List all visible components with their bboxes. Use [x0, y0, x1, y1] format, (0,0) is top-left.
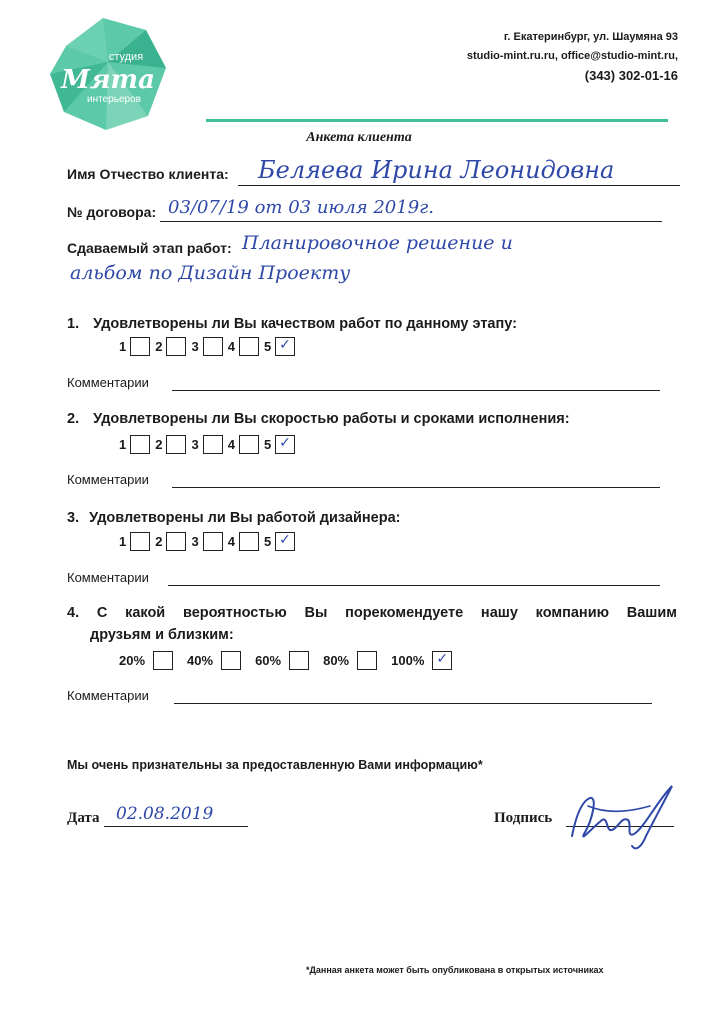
logo-top-text: студия — [108, 51, 144, 63]
rating-box-3[interactable] — [203, 337, 223, 356]
question-text: Удовлетворены ли Вы качеством работ по данному этапу: — [93, 316, 517, 332]
rating-number: 1 — [119, 339, 127, 354]
rating-number: 3 — [191, 534, 199, 549]
rating-number: 1 — [119, 437, 127, 452]
check-mark-icon: ✓ — [436, 651, 449, 667]
percent-box-20[interactable] — [153, 651, 173, 670]
question-number: 4. — [67, 605, 80, 621]
comment-label-2: Комментарии — [67, 472, 149, 487]
logo-word: Мята — [61, 65, 155, 95]
rating-box-1[interactable] — [130, 532, 150, 551]
percent-label: 80% — [323, 653, 350, 668]
comment-label-3: Комментарии — [67, 570, 149, 585]
rating-box-4[interactable] — [239, 337, 259, 356]
comment-line-1[interactable] — [172, 390, 660, 391]
logo-bottom-text: интерьеров — [87, 94, 141, 105]
thanks-text: Мы очень признательны за предоставленную Вами информацию* — [67, 758, 483, 772]
rating-number: 4 — [227, 339, 235, 354]
rating-number: 3 — [191, 437, 199, 452]
contract-line — [160, 221, 662, 222]
rating-box-5[interactable] — [275, 337, 295, 356]
question-1 — [67, 316, 517, 332]
question-4-line2: друзьям и близким: — [90, 627, 234, 643]
client-name-line — [238, 185, 680, 186]
question-4-line1 — [67, 605, 677, 621]
stage-value-line1[interactable]: Планировочное решение и — [242, 232, 513, 254]
percent-label: 60% — [255, 653, 282, 668]
check-mark-icon: ✓ — [279, 337, 291, 353]
question-text: Удовлетворены ли Вы работой дизайнера: — [89, 510, 401, 526]
header-divider — [206, 119, 668, 122]
contract-label: № договора: — [67, 204, 157, 220]
rating-box-1[interactable] — [130, 337, 150, 356]
question-number: 2. — [67, 411, 80, 427]
rating-box-3[interactable] — [203, 435, 223, 454]
question-number: 1. — [67, 316, 80, 332]
comment-label-4: Комментарии — [67, 688, 149, 703]
contact-phone: (343) 302-01-16 — [584, 68, 678, 83]
rating-number: 5 — [263, 339, 272, 354]
rating-number: 2 — [155, 534, 163, 549]
contract-value[interactable]: 03/07/19 от 03 июля 2019г. — [168, 197, 434, 218]
stage-label: Сдаваемый этап работ: — [67, 240, 232, 256]
studio-mint-logo — [48, 16, 168, 132]
comment-line-3[interactable] — [168, 585, 660, 586]
rating-number: 3 — [191, 339, 199, 354]
rating-scale-3 — [116, 532, 295, 551]
question-2 — [67, 411, 570, 427]
rating-box-4[interactable] — [239, 532, 259, 551]
rating-box-4[interactable] — [239, 435, 259, 454]
client-name-label: Имя Отчество клиента: — [67, 166, 229, 182]
percent-label: 40% — [187, 653, 214, 668]
signature-image — [562, 776, 682, 856]
client-name-value[interactable]: Беляева Ирина Леонидовна — [258, 156, 615, 184]
percent-box-60[interactable] — [289, 651, 309, 670]
question-text: С какой вероятностью Вы порекомендуете нашу компанию Вашим — [96, 605, 677, 621]
rating-number: 2 — [155, 339, 163, 354]
rating-box-5[interactable] — [275, 435, 295, 454]
rating-number: 4 — [227, 437, 235, 452]
rating-box-1[interactable] — [130, 435, 150, 454]
percent-label: 100% — [391, 653, 425, 668]
rating-box-2[interactable] — [166, 435, 186, 454]
stage-value-line2[interactable]: альбом по Дизайн Проекту — [70, 262, 351, 284]
signature-label: Подпись — [494, 810, 553, 826]
question-3 — [67, 510, 401, 526]
contact-web-email: studio-mint.ru.ru, office@studio-mint.ru, — [466, 50, 678, 62]
rating-number: 2 — [155, 437, 163, 452]
rating-box-3[interactable] — [203, 532, 223, 551]
footnote: *Данная анкета может быть опубликована в открытых источниках — [306, 965, 604, 975]
rating-scale-1 — [116, 337, 295, 356]
date-value[interactable]: 02.08.2019 — [116, 804, 214, 824]
recommend-scale — [119, 651, 466, 670]
date-line — [104, 826, 248, 827]
date-label: Дата — [67, 810, 100, 826]
comment-line-4[interactable] — [174, 703, 652, 704]
rating-scale-2 — [116, 435, 295, 454]
rating-box-5[interactable] — [275, 532, 295, 551]
rating-box-2[interactable] — [166, 337, 186, 356]
comment-label-1: Комментарии — [67, 375, 149, 390]
percent-box-100[interactable] — [432, 651, 452, 670]
rating-number: 4 — [227, 534, 235, 549]
rating-number: 1 — [119, 534, 127, 549]
rating-number: 5 — [263, 534, 272, 549]
form-title: Анкета клиента — [306, 130, 412, 145]
rating-box-2[interactable] — [166, 532, 186, 551]
check-mark-icon: ✓ — [279, 435, 291, 451]
comment-line-2[interactable] — [172, 487, 660, 488]
question-number: 3. — [67, 510, 80, 526]
rating-number: 5 — [263, 437, 272, 452]
percent-label: 20% — [119, 653, 146, 668]
contact-address: г. Екатеринбург, ул. Шаумяна 93 — [503, 31, 678, 43]
percent-box-80[interactable] — [357, 651, 377, 670]
check-mark-icon: ✓ — [279, 532, 291, 548]
question-text: Удовлетворены ли Вы скоростью работы и сроками исполнения: — [93, 411, 570, 427]
percent-box-40[interactable] — [221, 651, 241, 670]
